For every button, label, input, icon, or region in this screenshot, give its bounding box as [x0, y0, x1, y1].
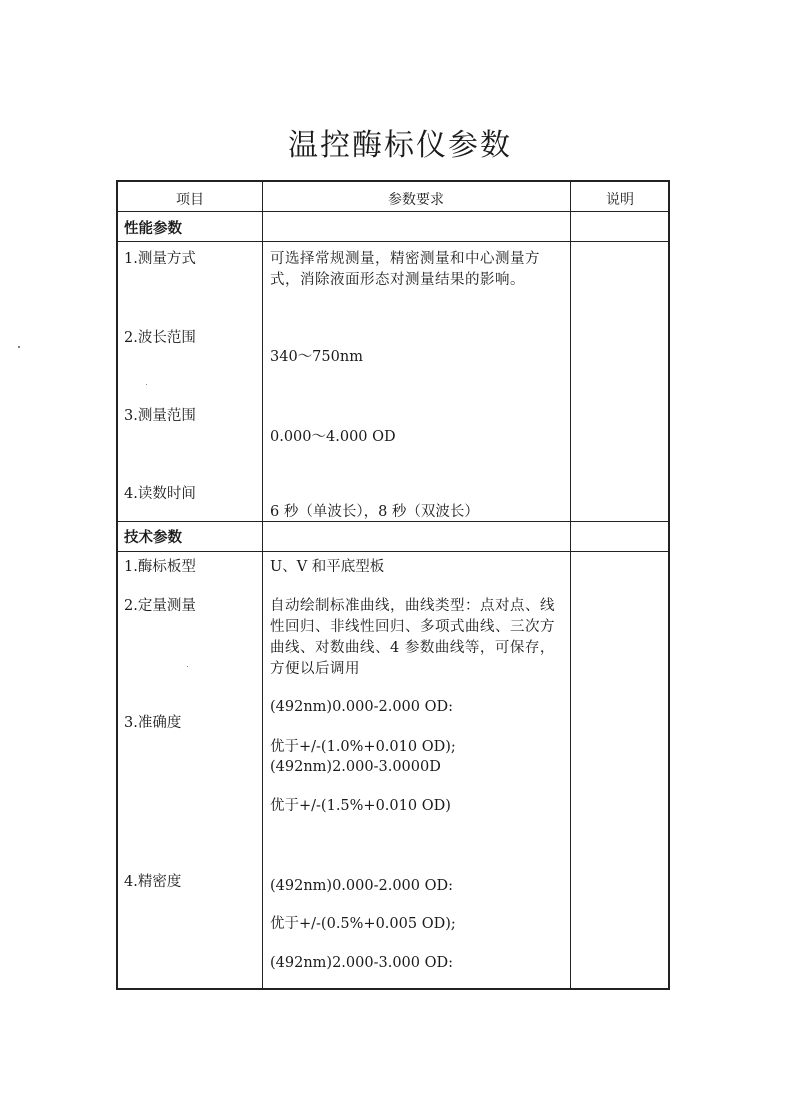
- header-requirement: 参数要求: [388, 192, 444, 208]
- row-item-measure-mode: 1.测量方式: [124, 251, 196, 267]
- row-req-quantitative: 自动绘制标准曲线，曲线类型：点对点、线性回归、非线性回归、多项式曲线、三次方曲线、对数曲线、4 参数曲线等，可保存，方便以后调用: [270, 598, 555, 677]
- row-divider: [118, 211, 668, 212]
- row-req-precision-line: (492nm)0.000-2.000 OD:: [270, 878, 454, 894]
- row-item-wavelength: 2.波长范围: [124, 330, 196, 346]
- row-req-accuracy-line: 优于+/-(1.0%+0.010 OD);: [270, 739, 456, 755]
- document-title: 温控酶标仪参数: [288, 128, 512, 163]
- column-divider: [262, 182, 263, 988]
- row-item-plate-type: 1.酶标板型: [124, 559, 196, 575]
- parameter-table: [116, 180, 670, 990]
- scan-speck: [146, 384, 147, 385]
- row-req-accuracy-line: 优于+/-(1.5%+0.010 OD): [270, 798, 451, 814]
- row-req-read-time: 6 秒（单波长），8 秒（双波长）: [270, 504, 479, 520]
- row-item-range: 3.测量范围: [124, 408, 196, 424]
- row-divider: [118, 241, 668, 242]
- row-item-precision: 4.精密度: [124, 874, 182, 890]
- section-title-technical: 技术参数: [124, 529, 182, 546]
- section-title-performance: 性能参数: [124, 220, 182, 237]
- row-req-precision-line: (492nm)2.000-3.000 OD:: [270, 955, 454, 971]
- row-req-accuracy-line: (492nm)2.000-3.0000D: [270, 759, 441, 775]
- row-req-precision-line: 优于+/-(0.5%+0.005 OD);: [270, 916, 456, 932]
- header-item: 项目: [176, 192, 204, 208]
- scan-speck: [187, 666, 188, 667]
- row-req-measure-mode: 可选择常规测量，精密测量和中心测量方式，消除液面形态对测量结果的影响。: [270, 251, 540, 288]
- row-divider: [118, 551, 668, 552]
- scan-speck: [18, 346, 20, 348]
- row-req-plate-type: U、V 和平底型板: [270, 559, 385, 575]
- row-req-accuracy-line: (492nm)0.000-2.000 OD:: [270, 699, 454, 715]
- row-item-accuracy: 3.准确度: [124, 715, 182, 731]
- row-item-quantitative: 2.定量测量: [124, 598, 196, 614]
- row-req-wavelength: 340～750nm: [270, 349, 363, 365]
- row-req-range: 0.000～4.000 OD: [270, 429, 396, 445]
- row-item-read-time: 4.读数时间: [124, 486, 196, 502]
- header-note: 说明: [606, 192, 634, 208]
- column-divider: [570, 182, 571, 988]
